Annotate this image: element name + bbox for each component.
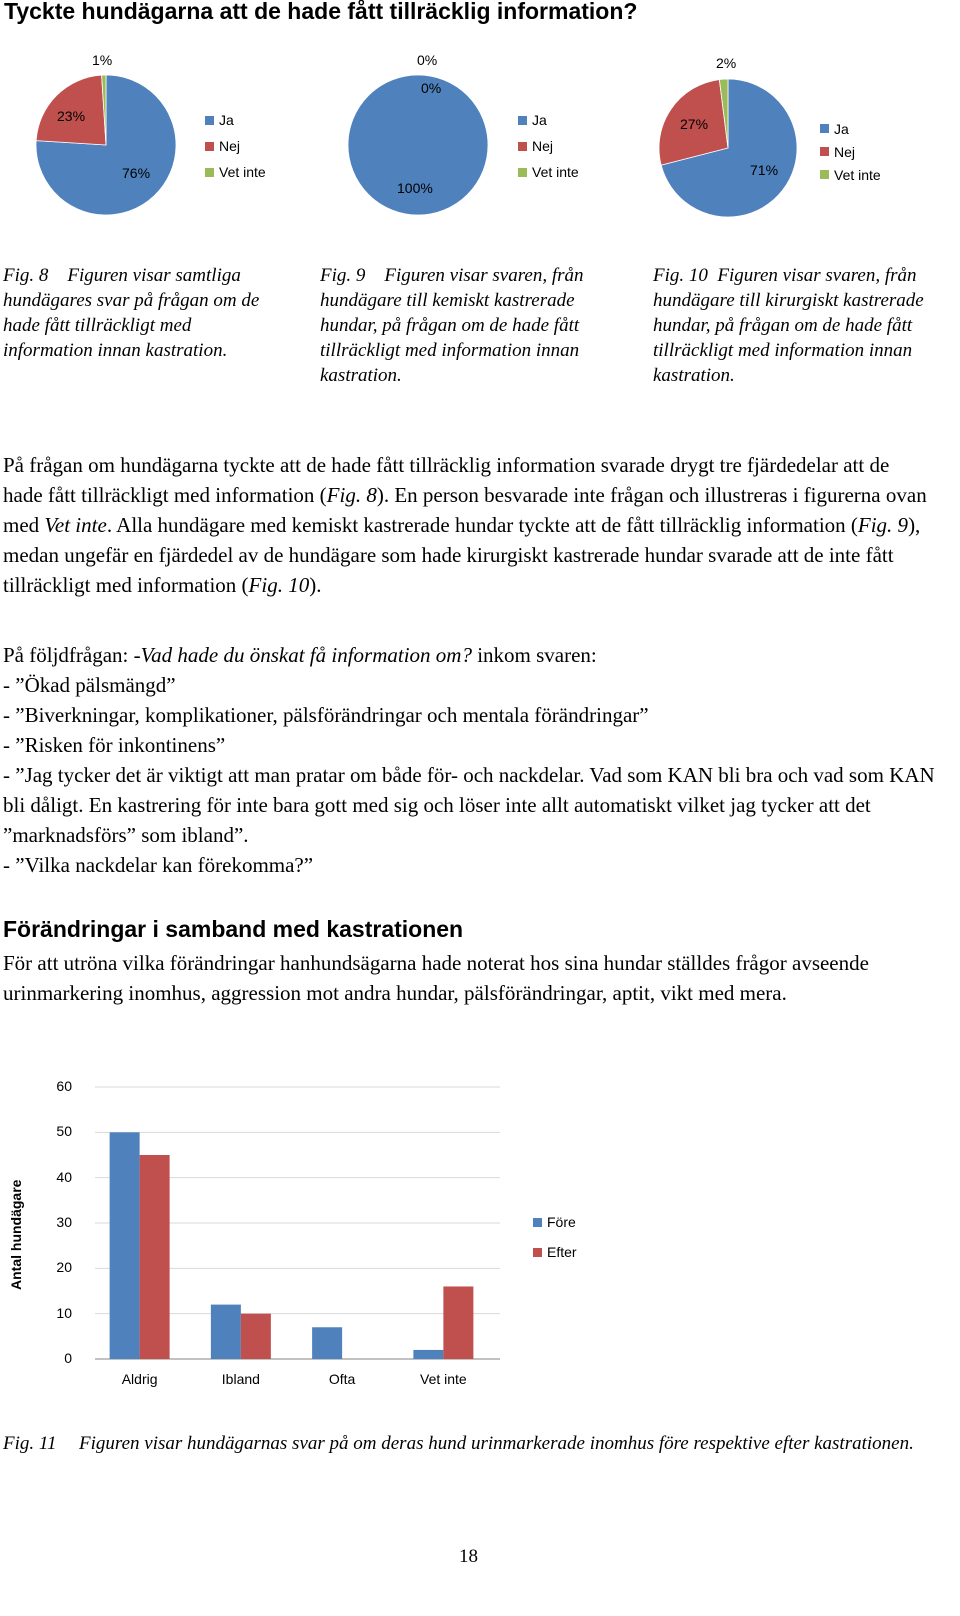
answer-line: - ”Jag tycker det är viktigt att man pratar om både för- och nackdelar. Vad som KAN bli bra och vad som KAN bli dåligt. En kastrering för inte bara gott med sig och löser inte allt automatiskt vilket jag tycker att det ”marknadsförs” som ibland”. bbox=[3, 763, 935, 847]
page-title: Tyckte hundägarna att de hade fått tillräcklig information? bbox=[4, 0, 638, 24]
answer-line: - ”Ökad pälsmängd” bbox=[3, 673, 176, 697]
legend-swatch-red bbox=[205, 142, 214, 151]
caption-fig9-text-rest: hundägare till kemiskt kastrerade hundar, på frågan om de hade fått tillräckligt med information innan kastration. bbox=[320, 290, 580, 386]
y-tick-label: 30 bbox=[56, 1214, 72, 1230]
legend-swatch-red bbox=[518, 142, 527, 151]
pie9-label-ja: 100% bbox=[397, 180, 433, 196]
legend-swatch-green bbox=[518, 168, 527, 177]
pie9-label-nej: 0% bbox=[421, 80, 442, 96]
legend-item-ja: Ja bbox=[518, 107, 579, 133]
page-number: 18 bbox=[459, 1546, 478, 1567]
y-tick-label: 0 bbox=[64, 1350, 72, 1366]
caption-fig11-number: Fig. 11 bbox=[3, 1433, 57, 1454]
answer-line: - ”Risken för inkontinens” bbox=[3, 733, 226, 757]
bar-chart-bars bbox=[110, 1132, 474, 1359]
caption-fig10 bbox=[653, 263, 928, 388]
x-tick-label: Vet inte bbox=[420, 1371, 467, 1387]
pie9-legend bbox=[518, 107, 579, 185]
bar-före-ofta bbox=[312, 1327, 342, 1359]
fig9-reference: Fig. 9 bbox=[857, 513, 909, 537]
caption-fig11-text: Figuren visar hundägarnas svar på om deras hund urinmarkerade inomhus före respektive efter kastrationen. bbox=[79, 1433, 914, 1454]
pie10-label-nej: 27% bbox=[680, 116, 709, 132]
vet-inte-reference: Vet inte bbox=[44, 513, 107, 537]
caption-fig11 bbox=[3, 1431, 933, 1456]
bar-chart-fig11 bbox=[0, 1070, 620, 1400]
legend-swatch-green bbox=[820, 170, 829, 179]
bar-efter-ibland bbox=[241, 1314, 271, 1359]
legend-item-vetinte: Vet inte bbox=[518, 159, 579, 185]
pie-chart-fig10 bbox=[659, 79, 797, 217]
answer-line: - ”Vilka nackdelar kan förekomma?” bbox=[3, 853, 314, 877]
legend-item-efter: Efter bbox=[533, 1239, 577, 1265]
bar-efter-aldrig bbox=[140, 1155, 170, 1359]
legend-swatch-blue bbox=[533, 1218, 542, 1227]
pie10-legend bbox=[820, 117, 881, 186]
section-heading: Förändringar i samband med kastrationen bbox=[3, 916, 464, 942]
y-tick-label: 40 bbox=[56, 1168, 72, 1185]
pie10-label-vetinte: 2% bbox=[716, 55, 737, 71]
bar-legend bbox=[533, 1205, 577, 1265]
pie10-label-ja: 71% bbox=[750, 162, 779, 178]
paragraph-followup bbox=[3, 640, 938, 880]
legend-swatch-green bbox=[205, 168, 214, 177]
legend-swatch-blue bbox=[205, 116, 214, 125]
pie-chart-fig8 bbox=[36, 75, 176, 215]
legend-item-fore: Före bbox=[533, 1205, 577, 1239]
caption-fig9-number: Fig. 9 bbox=[320, 265, 366, 286]
legend-item-vetinte: Vet inte bbox=[205, 159, 266, 185]
legend-swatch-blue bbox=[820, 124, 829, 133]
pie8-legend bbox=[205, 107, 266, 185]
paragraph-information: På frågan om hundägarna tyckte att de hade fått tillräcklig information svarade drygt tre fjärdedelar att de hade fått tillräckligt med information (Fig. 8). En person besvarade inte frågan och illustreras i figurerna ovan med Vet inte. Alla hundägare med kemiskt kastrerade hundar tyckte att de fått tillräcklig information (Fig. 9), medan ungefär en fjärdedel av de hundägare som hade kirurgiskt kastrerade hundar svarade att de inte fått tillräckligt med information (Fig. 10). bbox=[3, 453, 927, 597]
legend-item-ja: Ja bbox=[820, 117, 881, 140]
legend-item-ja: Ja bbox=[205, 107, 266, 133]
answer-line: - ”Biverkningar, komplikationer, pälsförändringar och mentala förändringar” bbox=[3, 703, 649, 727]
x-tick-label: Ibland bbox=[221, 1371, 260, 1387]
caption-fig8-number: Fig. 8 bbox=[3, 265, 49, 286]
caption-fig8 bbox=[3, 263, 283, 363]
followup-question: På följdfrågan: -Vad hade du önskat få information om? inkom svaren: bbox=[3, 643, 597, 667]
pie8-label-ja: 76% bbox=[122, 165, 151, 181]
legend-item-nej: Nej bbox=[518, 133, 579, 159]
fig10-reference: Fig. 10 bbox=[248, 573, 310, 597]
legend-item-vetinte: Vet inte bbox=[820, 163, 881, 186]
x-tick-label: Aldrig bbox=[121, 1371, 158, 1387]
section-intro: För att utröna vilka förändringar hanhundsägarna hade noterat hos sina hundar ställdes frågor avseende urinmarkering inomhus, aggression mot andra hundar, pälsförändringar, aptit, vikt med mera. bbox=[3, 951, 869, 1005]
caption-fig8-text-1: Figuren visar samtliga bbox=[67, 265, 241, 286]
pie8-label-nej: 23% bbox=[57, 108, 86, 124]
bar-före-ibland bbox=[211, 1305, 241, 1359]
y-tick-label: 20 bbox=[56, 1259, 72, 1276]
caption-fig8-text-rest: hundägares svar på frågan om de hade fått tillräckligt med information innan kastration. bbox=[3, 290, 260, 361]
caption-fig10-text-1: Figuren visar svaren, bbox=[717, 265, 881, 286]
bar-före-vet-inte bbox=[413, 1350, 443, 1359]
caption-fig9-text-1: Figuren visar svaren, från bbox=[384, 265, 584, 286]
x-tick-label: Ofta bbox=[328, 1371, 356, 1387]
pie9-label-vetinte: 0% bbox=[417, 52, 438, 68]
pie8-label-vetinte: 1% bbox=[92, 52, 113, 68]
legend-item-nej: Nej bbox=[820, 140, 881, 163]
legend-item-nej: Nej bbox=[205, 133, 266, 159]
bar-före-aldrig bbox=[110, 1132, 140, 1359]
y-tick-label: 60 bbox=[56, 1078, 72, 1094]
legend-swatch-red bbox=[533, 1248, 542, 1257]
y-tick-label: 10 bbox=[56, 1304, 72, 1321]
legend-swatch-blue bbox=[518, 116, 527, 125]
y-tick-label: 50 bbox=[56, 1123, 72, 1140]
bar-efter-vet-inte bbox=[443, 1286, 473, 1359]
legend-swatch-red bbox=[820, 147, 829, 156]
y-axis-title: Antal hundägare bbox=[8, 1179, 24, 1290]
caption-fig10-number: Fig. 10 bbox=[653, 265, 708, 286]
pie-charts bbox=[0, 40, 960, 230]
fig8-reference: Fig. 8 bbox=[326, 483, 377, 507]
caption-fig10-text-rest: från hundägare till kirurgiskt kastrerade hundar, på frågan om de hade fått tillräckligt med information innan kastration. bbox=[653, 265, 924, 386]
caption-fig9 bbox=[320, 263, 630, 388]
